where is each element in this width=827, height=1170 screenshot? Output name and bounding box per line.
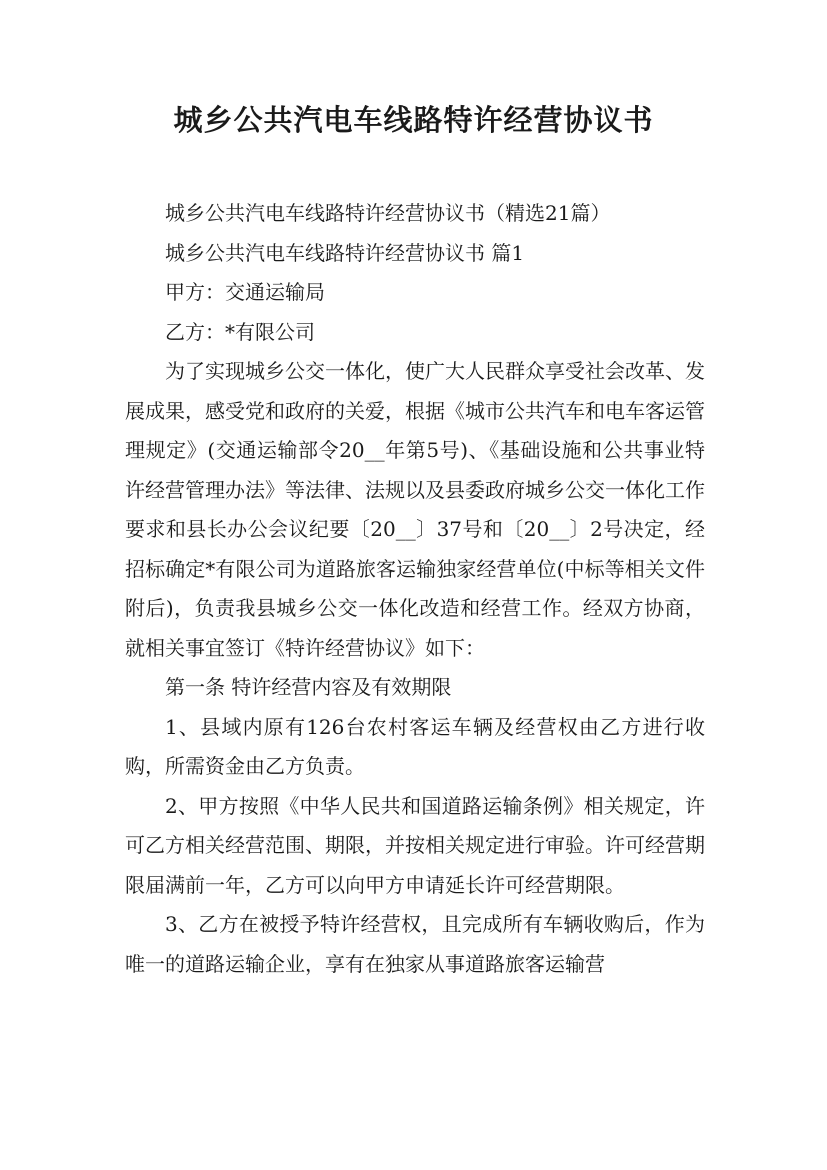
party-a-line: 甲方：交通运输局 (165, 280, 325, 304)
subtitle-paragraph: 城乡公共汽电车线路特许经营协议书（精选21篇） (165, 201, 611, 225)
article-heading: 第一条 特许经营内容及有效期限 (165, 675, 452, 699)
clause-paragraph: 3、乙方在被授予特许经营权，且完成所有车辆收购后，作为唯一的道路运输企业，享有在独家从事道路旅客运输营 (125, 912, 705, 976)
section-heading: 城乡公共汽电车线路特许经营协议书 篇1 (165, 240, 525, 265)
party-b-line: 乙方：*有限公司 (165, 319, 315, 344)
preamble-paragraph: 为了实现城乡公交一体化，使广大人民群众享受社会改革、发展成果，感受党和政府的关爱，根据《城市公共汽车和电车客运管理规定》(交通运输部令20__年第5号)、《基础设施和公共事业特许经营管理办法》等法律、法规以及县委政府城乡公交一体化工作要求和县长办公会议纪要〔20__〕37号和〔20__〕2号决定，经招标确定*有限公司为道路旅客运输独家经营单位(中标等相关文件附后)，负责我县城乡公交一体化改造和经营工作。经双方协商，就相关事宜签订《特许经营协议》如下： (125, 359, 705, 660)
document-title: 城乡公共汽电车线路特许经营协议书 (173, 103, 654, 137)
clause-paragraph: 1、县域内原有126台农村客运车辆及经营权由乙方进行收购，所需资金由乙方负责。 (125, 714, 705, 778)
document-body (125, 194, 705, 984)
clause-paragraph: 2、甲方按照《中华人民共和国道路运输条例》相关规定，许可乙方相关经营范围、期限，并按相关规定进行审验。许可经营期限届满前一年，乙方可以向甲方申请延长许可经营期限。 (125, 793, 705, 897)
